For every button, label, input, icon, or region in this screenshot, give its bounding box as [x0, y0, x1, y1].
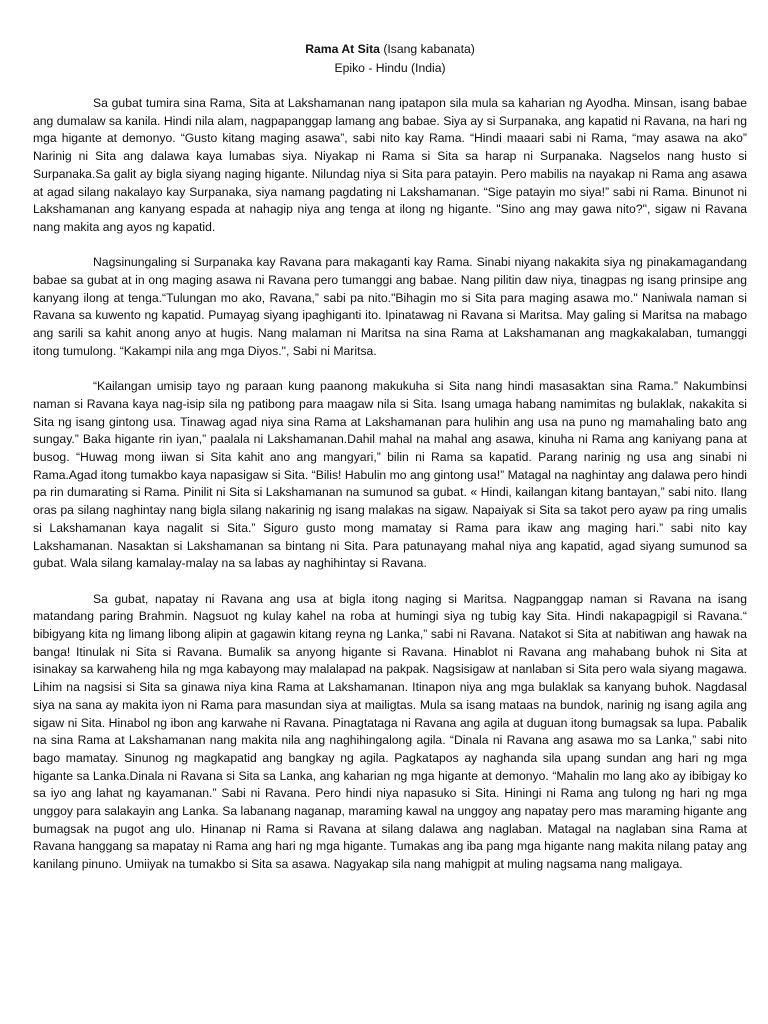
paragraph-1: Sa gubat tumira sina Rama, Sita at Lakshamanan nang ipatapon sila mula sa kaharian ng Ayodha. Minsan, isang babae ang dumalaw sa kanila. Hindi nila alam, nagpapanggap lamang ang babae. Siya ay si Surpanaka, ang kapatid ni Ravana, na hari ng mga higante at demonyo. “Gusto kitang maging asawa”, sabi nito kay Rama. “Hindi maaari sabi ni Rama, “may asawa na ako” Narinig ni Sita ang dalawa kaya lumabas siya. Niyakap ni Rama si Sita sa harap ni Surpanaka. Nagselos nang husto si Surpanaka.Sa galit ay bigla siyang naging higante. Nilundag niya si Sita para patayin. Pero mabilis na nayakap ni Rama ang asawa at agad silang nakalayo kay Surpanaka, siya namang pagdating ni Lakshamanan. “Sige patayin mo siya!” sabi ni Rama. Binunot ni Lakshamanan ang kanyang espada at nahagip niya ang tenga at ilong ng higante. "Sino ang may gawa nito?", sigaw ni Ravana nang makita ang ayos ng kapatid.: [33, 96, 747, 234]
document-header: [33, 40, 747, 78]
paragraph-4: Sa gubat, napatay ni Ravana ang usa at bigla itong naging si Maritsa. Nagpanggap naman si Ravana na isang matandang paring Brahmin. Nagsuot ng kulay kahel na roba at humingi siya ng tubig kay Sita. Hindi nakapagpigil si Ravana.“ bibigyang kita ng limang libong alipin at gagawin kitang reyna ng Lanka,” sabi ni Ravana. Natakot si Sita at nabitiwan ang hawak na banga! Itinulak ni Sita si Ravana. Bumalik sa anyong higante si Ravana. Hinablot ni Ravana ang mahabang buhok ni Sita at isinakay sa karwaheng hila ng mga kabayong may malalapad na pakpak. Nagsisigaw at nanlaban si Sita pero wala siyang magawa. Lihim na nagsisi si Sita sa ginawa niya kina Rama at Lakshamanan. Itinapon niya ang mga bulaklak sa kanyang buhok. Nagdasal siya na sana ay makita iyon ni Rama para masundan siya at mailigtas. Mula sa isang mataas na bundok, narinig ng isang agila ang sigaw ni Sita. Hinabol ng ibon ang karwahe ni Ravana. Pinagtataga ni Ravana ang agila at duguan itong bumagsak sa lupa. Pabalik na sina Rama at Lakshamanan nang makita nila ang naghihingalong agila. “Dinala ni Ravana ang asawa mo sa Lanka,” sabi nito bago mamatay. Sinunog ng magkapatid ang bangkay ng agila. Pagkatapos ay naghanda sila upang sundan ang hari ng mga higante sa Lanka.Dinala ni Ravana si Sita sa Lanka, ang kaharian ng mga higante at demonyo. “Mahalin mo lang ako ay ibibigay ko sa iyo ang lahat ng kayamanan.” Sabi ni Ravana. Pero hindi niya napasuko si Sita. Hiningi ni Rama ang tulong ng hari ng mga unggoy para salakayin ang Lanka. Sa labanang naganap, maraming kawal na unggoy ang napatay pero mas maraming higante ang bumagsak na pugot ang ulo. Hinanap ni Rama si Ravana at silang dalawa ang naglaban. Matagal na naglaban sina Rama at Ravana hanggang sa mapatay ni Rama ang hari ng mga higante. Tumakas ang iba pang mga higante nang makita nilang patay ang kanilang pinuno. Umiiyak na tumakbo si Sita sa asawa. Nagyakap sila nang mahigpit at muling nagsama nang maligaya.: [33, 591, 747, 872]
paragraph-2: Nagsinungaling si Surpanaka kay Ravana para makaganti kay Rama. Sinabi niyang nakakita siya ng pinakamagandang babae sa gubat at in ong maging asawa ni Ravana pero tumanggi ang babae. Nang pilitin daw niya, tinagpas ng isang prinsipe ang kanyang ilong at tenga.“Tulungan mo ako, Ravana,” sabi pa nito."Bihagin mo si Sita para maging asawa mo." Naniwala naman si Ravana sa kuwento ng kapatid. Pumayag siyang ipaghiganti ito. Ipinatawag ni Ravana si Maritsa. May galing si Maritsa na mabago ang sarili sa kahit anong anyo at hugis. Nang malaman ni Maritsa na sina Rama at Lakshamanan ang magkakalaban, tumanggi itong tumulong. “Kakampi nila ang mga Diyos.", Sabi ni Maritsa.: [33, 255, 747, 358]
title-line: [33, 40, 747, 59]
genre-line: Epiko - Hindu (India): [334, 61, 446, 75]
story-subtitle: (Isang kabanata): [383, 42, 475, 56]
paragraph-3: “Kailangan umisip tayo ng paraan kung paanong makukuha si Sita nang hindi masasaktan sina Rama.” Nakumbinsi naman si Ravana kaya nag-isip sila ng patibong para maagaw nila si Sita. Isang umaga habang namimitas ng bulaklak, nakakita si Sita ng isang gintong usa. Tinawag agad niya sina Rama at Lakshamanan para hulihin ang usa na puno ng mamahaling bato ang sungay.” Baka higante rin iyan,” paalala ni Lakshamanan.Dahil mahal na mahal ang asawa, kinuha ni Rama ang kaniyang pana at busog. “Huwag mong iiwan si Sita kahit ano ang mangyari,” bilin ni Rama sa kapatid. Parang narinig ng usa ang sinabi ni Rama.Agad itong tumakbo kaya napasigaw si Sita. “Bilis! Habulin mo ang gintong usa!” Matagal na naghintay ang dalawa pero hindi pa rin dumarating si Rama. Pinilit ni Sita si Lakshamanan na sumunod sa gubat. « Hindi, kailangan kitang bantayan,” sabi nito. Ilang oras pa silang naghintay nang bigla silang nakarinig ng isang malakas na sigaw. Napaiyak si Sita sa takot pero ayaw pa ring umalis si Lakshamanan kaya nagalit si Sita.” Siguro gusto mong mamatay si Rama para ikaw ang maging hari.” sabi nito kay Lakshamanan. Nasaktan si Lakshamanan sa bintang ni Sita. Para patunayang mahal niya ang kapatid, agad siyang sumunod sa gubat. Wala silang kamalay-malay na sa labas ay naghihintay si Ravana.: [33, 379, 747, 571]
document-page: [33, 40, 747, 892]
story-title: Rama At Sita: [305, 42, 380, 56]
